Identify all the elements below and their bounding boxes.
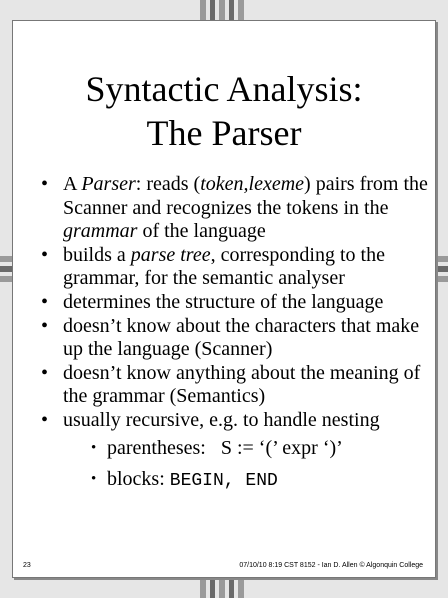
bullet-icon: • xyxy=(41,290,49,313)
slide-number: 23 xyxy=(23,562,31,569)
bullet-icon: • xyxy=(41,361,49,384)
sub-bullet-list xyxy=(63,433,429,497)
bullet-item-characters: • doesn’t know about the characters that make up the language (Scanner) xyxy=(41,314,420,361)
slide xyxy=(12,20,436,578)
bullet-icon: • xyxy=(41,314,49,337)
bullet-item-meaning: • doesn’t know anything about the meaning of the grammar (Semantics) xyxy=(41,361,421,408)
bullet-item-parser: • A Parser: reads (token,lexeme) pairs from the Scanner and recognizes the tokens in the grammar of the language xyxy=(41,173,428,243)
slide-title xyxy=(13,67,435,155)
sub-item-parentheses: • parentheses: S := ‘(’ expr ‘)’ xyxy=(83,433,429,464)
sub-bullet-icon: • xyxy=(91,439,97,456)
code-begin-end: BEGIN, END xyxy=(169,470,278,491)
title-line-1: Syntactic Analysis: xyxy=(85,69,363,109)
term-token-lexeme: token,lexeme xyxy=(200,173,305,195)
bullet-icon: • xyxy=(41,408,49,431)
term-parse-tree: parse tree xyxy=(130,243,211,266)
sub-bullet-icon: • xyxy=(91,470,97,487)
sub-item-blocks: • blocks: BEGIN, END xyxy=(83,464,429,497)
slide-footer: 07/10/10 8:19 CST 8152 - Ian D. Allen © Algonquin College xyxy=(239,562,423,569)
bullet-item-recursive: • usually recursive, e.g. to handle nesting • parentheses: S := ‘(’ expr ‘)’ • blocks: BEGIN, END xyxy=(33,409,429,497)
bullet-item-structure: • determines the structure of the language xyxy=(41,290,384,313)
bullet-item-parse-tree: • builds a parse tree, corresponding to the grammar, for the semantic analyser xyxy=(41,243,385,290)
bullet-icon: • xyxy=(41,243,49,266)
bullet-list xyxy=(33,173,429,497)
bullet-icon: • xyxy=(41,173,49,195)
term-parser: Parser xyxy=(81,173,136,195)
term-grammar: grammar xyxy=(63,220,138,243)
title-line-2: The Parser xyxy=(146,113,302,153)
